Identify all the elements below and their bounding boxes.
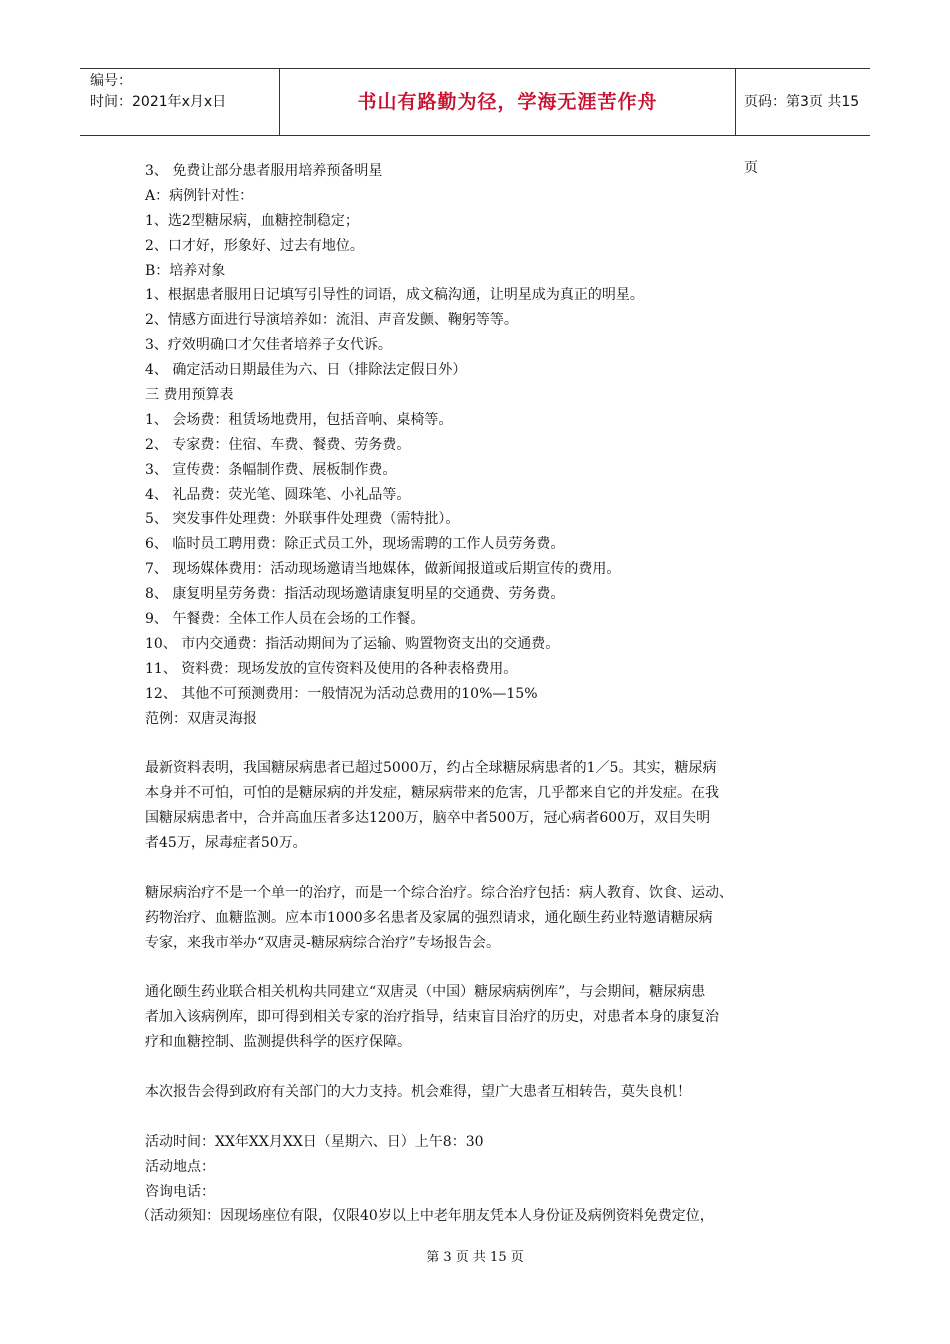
paragraph bbox=[145, 1080, 810, 1105]
paragraph bbox=[145, 756, 810, 856]
text-line: A：病例针对性： bbox=[145, 187, 254, 204]
paragraph-line: 者45万，尿毒症者50万。 bbox=[145, 835, 307, 852]
paragraph-line: 药物治疗、血糖监测。应本市1000多名患者及家属的强烈请求，通化颐生药业特邀请糖尿病 bbox=[145, 909, 713, 926]
paragraph bbox=[145, 980, 810, 1055]
text-line: 3、 免费让部分患者服用培养预备明星 bbox=[145, 163, 383, 179]
motto: 书山有路勤为径，学海无涯苦作舟 bbox=[280, 69, 736, 135]
text-line: 3、 宣传费：条幅制作费、展板制作费。 bbox=[145, 461, 397, 478]
paragraph bbox=[145, 881, 810, 956]
text-line: 4、 确定活动日期最佳为六、日（排除法定假日外） bbox=[145, 362, 467, 379]
number-label: 编号： bbox=[90, 73, 132, 89]
text-line: 3、疗效明确口才欠佳者培养子女代诉。 bbox=[145, 337, 392, 354]
paragraph-line: 本身并不可怕，可怕的是糖尿病的并发症，糖尿病带来的危害，几乎都来自它的并发症。在我 bbox=[145, 785, 719, 802]
paragraph-line: 糖尿病治疗不是一个单一的治疗，而是一个综合治疗。综合治疗包括：病人教育、饮食、运动、 bbox=[145, 884, 733, 901]
paragraph-line: 疗和血糖控制、监测提供科学的医疗保障。 bbox=[145, 1034, 411, 1051]
paragraph-line: 本次报告会得到政府有关部门的大力支持。机会难得，望广大患者互相转告，莫失良机！ bbox=[145, 1083, 691, 1100]
page-number-label: 页码：第3页 共15页 bbox=[744, 94, 860, 176]
time-label: 时间：2021年x月x日 bbox=[90, 94, 227, 110]
text-line: 10、 市内交通费：指活动期间为了运输、购置物资支出的交通费。 bbox=[145, 635, 560, 652]
event-info bbox=[136, 1130, 810, 1230]
text-line: B：培养对象 bbox=[145, 262, 226, 279]
text-line: 2、口才好，形象好、过去有地位。 bbox=[145, 237, 364, 254]
text-line: 12、 其他不可预测费用：一般情况为活动总费用的10%—15% bbox=[145, 685, 538, 702]
header-info-cell bbox=[80, 69, 280, 135]
event-location: 活动地点： bbox=[145, 1158, 215, 1175]
text-line: 范例：双唐灵海报 bbox=[145, 710, 257, 727]
text-line: 1、 会场费：租赁场地费用，包括音响、桌椅等。 bbox=[145, 411, 453, 428]
event-note: （活动须知：因现场座位有限，仅限40岁以上中老年朋友凭本人身份证及病例资料免费定位， bbox=[136, 1208, 714, 1225]
paragraph-line: 国糖尿病患者中，合并高血压者多达1200万，脑卒中者500万，冠心病者600万，双目失明 bbox=[145, 810, 711, 827]
paragraph-line: 最新资料表明，我国糖尿病患者已超过5000万，约占全球糖尿病患者的1／5。其实，糖尿病 bbox=[145, 760, 717, 777]
text-line: 2、 专家费：住宿、车费、餐费、劳务费。 bbox=[145, 436, 411, 453]
poster-paragraphs bbox=[145, 756, 810, 1104]
text-line: 8、 康复明星劳务费：指活动现场邀请康复明星的交通费、劳务费。 bbox=[145, 586, 565, 603]
event-phone: 咨询电话： bbox=[145, 1183, 215, 1200]
text-line: 11、 资料费：现场发放的宣传资料及使用的各种表格费用。 bbox=[145, 660, 518, 677]
text-line: 4、 礼品费：荧光笔、圆珠笔、小礼品等。 bbox=[145, 486, 411, 503]
page-footer: 第 3 页 共 15 页 bbox=[426, 1250, 524, 1265]
text-line: 2、情感方面进行导演培养如：流泪、声音发颤、鞠躬等等。 bbox=[145, 312, 518, 329]
text-line: 9、 午餐费：全体工作人员在会场的工作餐。 bbox=[145, 611, 425, 628]
text-line: 5、 突发事件处理费：外联事件处理费（需特批）。 bbox=[145, 511, 460, 528]
text-line: 6、 临时员工聘用费：除正式员工外，现场需聘的工作人员劳务费。 bbox=[145, 536, 565, 553]
paragraph-line: 专家，来我市举办“双唐灵-糖尿病综合治疗”专场报告会。 bbox=[145, 934, 501, 951]
event-time: 活动时间：XX年XX月XX日（星期六、日）上午8：30 bbox=[145, 1133, 484, 1150]
list-section bbox=[145, 159, 810, 731]
text-line: 1、根据患者服用日记填写引导性的词语，成文稿沟通，让明星成为真正的明星。 bbox=[145, 287, 644, 304]
paragraph-line: 通化颐生药业联合相关机构共同建立“双唐灵（中国）糖尿病病例库”，与会期间，糖尿病患 bbox=[145, 984, 706, 1001]
text-line: 7、 现场媒体费用：活动现场邀请当地媒体，做新闻报道或后期宣传的费用。 bbox=[145, 561, 621, 578]
text-line: 三 费用预算表 bbox=[145, 387, 234, 404]
text-line: 1、选2型糖尿病，血糖控制稳定； bbox=[145, 212, 359, 229]
document-body bbox=[136, 159, 810, 1229]
paragraph-line: 者加入该病例库，即可得到相关专家的治疗指导，结束盲目治疗的历史，对患者本身的康复治 bbox=[145, 1009, 719, 1026]
